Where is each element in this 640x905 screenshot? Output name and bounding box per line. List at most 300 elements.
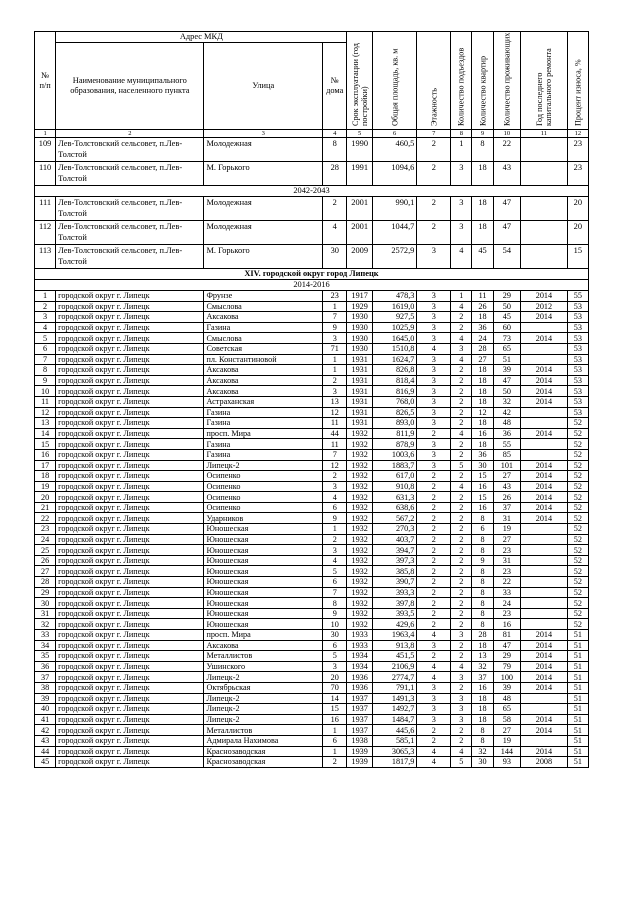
- cell-name: городской округ г. Липецк: [56, 428, 204, 439]
- cell-wear: 53: [567, 354, 588, 365]
- cell-wear: 53: [567, 301, 588, 312]
- cell-apts: 18: [472, 704, 493, 715]
- cell-res: 22: [493, 138, 521, 162]
- cell-house: 9: [323, 608, 347, 619]
- cell-year: 1932: [347, 608, 372, 619]
- cell-name: городской округ г. Липецк: [56, 661, 204, 672]
- cell-street: Краснозаводская: [204, 757, 323, 768]
- cell-name: городской округ г. Липецк: [56, 513, 204, 524]
- cell-wear: 51: [567, 704, 588, 715]
- cell-floors: 4: [417, 343, 451, 354]
- cell-entr: 2: [451, 725, 472, 736]
- cell-res: 36: [493, 428, 521, 439]
- cell-apts: 36: [472, 322, 493, 333]
- cell-apts: 28: [472, 630, 493, 641]
- cell-year: 1934: [347, 661, 372, 672]
- cell-area: 270,3: [372, 524, 416, 535]
- cell-res: 81: [493, 630, 521, 641]
- cell-repair: [521, 322, 568, 333]
- cell-wear: 52: [567, 619, 588, 630]
- cell-wear: 53: [567, 386, 588, 397]
- cell-street: Газина: [204, 418, 323, 429]
- table-body: [35, 138, 589, 768]
- cell-area: 3065,3: [372, 746, 416, 757]
- cell-repair: [521, 587, 568, 598]
- cell-apts: 32: [472, 746, 493, 757]
- cell-floors: 3: [417, 396, 451, 407]
- cell-house: 2: [323, 471, 347, 482]
- cell-house: 8: [323, 138, 347, 162]
- cell-year: 1931: [347, 418, 372, 429]
- cell-house: 44: [323, 428, 347, 439]
- housing-table: [34, 31, 589, 768]
- cell-name: городской округ г. Липецк: [56, 630, 204, 641]
- cell-repair: [521, 619, 568, 630]
- cell-no: 23: [35, 524, 56, 535]
- cell-house: 3: [323, 545, 347, 556]
- cell-apts: 28: [472, 343, 493, 354]
- cell-floors: 2: [417, 577, 451, 588]
- cell-res: 27: [493, 725, 521, 736]
- cell-no: 6: [35, 343, 56, 354]
- cell-res: 39: [493, 682, 521, 693]
- cell-house: 23: [323, 291, 347, 302]
- cell-res: 16: [493, 619, 521, 630]
- cell-house: 71: [323, 343, 347, 354]
- cell-floors: 3: [417, 312, 451, 323]
- cell-apts: 8: [472, 725, 493, 736]
- cell-entr: 2: [451, 312, 472, 323]
- cell-entr: 2: [451, 619, 472, 630]
- cell-entr: 3: [451, 630, 472, 641]
- cell-res: 43: [493, 162, 521, 186]
- cell-area: 1491,3: [372, 693, 416, 704]
- cell-name: городской округ г. Липецк: [56, 449, 204, 460]
- col-wear-header: Процент износа, %: [567, 32, 588, 130]
- cell-repair: 2014: [521, 640, 568, 651]
- cell-repair: [521, 449, 568, 460]
- cell-house: 5: [323, 651, 347, 662]
- cell-no: 110: [35, 162, 56, 186]
- cell-no: 11: [35, 396, 56, 407]
- cell-no: 3: [35, 312, 56, 323]
- cell-street: Осипенко: [204, 492, 323, 503]
- cell-street: Осипенко: [204, 481, 323, 492]
- cell-street: Юношеская: [204, 524, 323, 535]
- cell-entr: 5: [451, 757, 472, 768]
- col-area-header: Общая площадь, кв. м: [372, 32, 416, 130]
- cell-entr: 4: [451, 354, 472, 365]
- cell-name: городской округ г. Липецк: [56, 651, 204, 662]
- cell-year: 1937: [347, 693, 372, 704]
- table-row: [35, 630, 589, 641]
- column-numbers-row: [35, 130, 589, 138]
- cell-apts: 27: [472, 354, 493, 365]
- cell-name: городской округ г. Липецк: [56, 598, 204, 609]
- cell-repair: 2008: [521, 757, 568, 768]
- cell-area: 393,3: [372, 587, 416, 598]
- cell-street: Октябрьская: [204, 682, 323, 693]
- cell-apts: 11: [472, 291, 493, 302]
- cell-wear: 51: [567, 661, 588, 672]
- cell-res: 100: [493, 672, 521, 683]
- cell-year: 1917: [347, 291, 372, 302]
- cell-year: 1930: [347, 343, 372, 354]
- cell-floors: 2: [417, 162, 451, 186]
- cell-apts: 30: [472, 460, 493, 471]
- table-row: [35, 566, 589, 577]
- cell-entr: 2: [451, 640, 472, 651]
- cell-apts: 18: [472, 640, 493, 651]
- cell-house: 13: [323, 396, 347, 407]
- cell-no: 24: [35, 534, 56, 545]
- cell-year: 1936: [347, 682, 372, 693]
- cell-res: 47: [493, 197, 521, 221]
- cell-apts: 13: [472, 651, 493, 662]
- cell-repair: [521, 162, 568, 186]
- cell-repair: [521, 407, 568, 418]
- col-number: 1: [35, 130, 56, 138]
- cell-entr: 2: [451, 555, 472, 566]
- cell-year: 1932: [347, 439, 372, 450]
- cell-name: городской округ г. Липецк: [56, 640, 204, 651]
- cell-street: Газина: [204, 449, 323, 460]
- cell-res: 50: [493, 301, 521, 312]
- cell-entr: 3: [451, 672, 472, 683]
- cell-area: 826,5: [372, 407, 416, 418]
- cell-apts: 8: [472, 534, 493, 545]
- table-row: [35, 619, 589, 630]
- cell-res: 43: [493, 481, 521, 492]
- cell-repair: 2014: [521, 725, 568, 736]
- cell-street: Юношеская: [204, 619, 323, 630]
- cell-name: городской округ г. Липецк: [56, 725, 204, 736]
- cell-area: 445,6: [372, 725, 416, 736]
- cell-wear: 51: [567, 630, 588, 641]
- cell-wear: 52: [567, 502, 588, 513]
- cell-entr: 2: [451, 386, 472, 397]
- cell-year: 1991: [347, 162, 372, 186]
- cell-name: городской округ г. Липецк: [56, 757, 204, 768]
- cell-wear: 52: [567, 577, 588, 588]
- cell-repair: [521, 534, 568, 545]
- cell-repair: 2014: [521, 651, 568, 662]
- cell-no: 4: [35, 322, 56, 333]
- cell-res: 23: [493, 545, 521, 556]
- col-municipality-header: Наименование муниципального образования, населенного пункта: [56, 43, 204, 130]
- cell-street: Липецк-2: [204, 693, 323, 704]
- table-row: [35, 322, 589, 333]
- cell-floors: 3: [417, 682, 451, 693]
- cell-street: просп. Мира: [204, 630, 323, 641]
- cell-no: 41: [35, 714, 56, 725]
- cell-no: 111: [35, 197, 56, 221]
- cell-repair: 2014: [521, 396, 568, 407]
- cell-no: 27: [35, 566, 56, 577]
- cell-apts: 18: [472, 375, 493, 386]
- cell-area: 429,6: [372, 619, 416, 630]
- cell-wear: 15: [567, 245, 588, 269]
- cell-floors: 3: [417, 301, 451, 312]
- table-row: [35, 354, 589, 365]
- cell-wear: 51: [567, 651, 588, 662]
- cell-name: городской округ г. Липецк: [56, 746, 204, 757]
- cell-house: 12: [323, 407, 347, 418]
- cell-house: 6: [323, 502, 347, 513]
- cell-apts: 15: [472, 492, 493, 503]
- cell-year: 1931: [347, 386, 372, 397]
- cell-floors: 3: [417, 322, 451, 333]
- cell-no: 33: [35, 630, 56, 641]
- col-number: 7: [417, 130, 451, 138]
- cell-repair: [521, 343, 568, 354]
- cell-name: городской округ г. Липецк: [56, 396, 204, 407]
- cell-house: 2: [323, 197, 347, 221]
- cell-name: городской округ г. Липецк: [56, 714, 204, 725]
- cell-res: 29: [493, 651, 521, 662]
- col-apartments-header: Количество квартир: [472, 32, 493, 130]
- cell-area: 1492,7: [372, 704, 416, 715]
- cell-year: 1929: [347, 301, 372, 312]
- cell-floors: 3: [417, 365, 451, 376]
- cell-floors: 2: [417, 534, 451, 545]
- cell-floors: 2: [417, 608, 451, 619]
- cell-year: 1990: [347, 138, 372, 162]
- cell-no: 19: [35, 481, 56, 492]
- table-row: [35, 587, 589, 598]
- cell-house: 3: [323, 481, 347, 492]
- table-row: [35, 245, 589, 269]
- cell-floors: 3: [417, 714, 451, 725]
- cell-street: Металлистов: [204, 725, 323, 736]
- cell-no: 1: [35, 291, 56, 302]
- cell-res: 65: [493, 343, 521, 354]
- cell-name: городской округ г. Липецк: [56, 407, 204, 418]
- cell-no: 20: [35, 492, 56, 503]
- cell-no: 14: [35, 428, 56, 439]
- table-row: [35, 598, 589, 609]
- cell-area: 397,3: [372, 555, 416, 566]
- cell-floors: 2: [417, 481, 451, 492]
- cell-repair: 2014: [521, 471, 568, 482]
- cell-street: Металлистов: [204, 651, 323, 662]
- cell-apts: 18: [472, 396, 493, 407]
- cell-house: 12: [323, 460, 347, 471]
- cell-entr: 4: [451, 428, 472, 439]
- cell-res: 101: [493, 460, 521, 471]
- cell-no: 44: [35, 746, 56, 757]
- table-row: [35, 513, 589, 524]
- cell-repair: 2014: [521, 502, 568, 513]
- cell-house: 7: [323, 312, 347, 323]
- cell-street: Осипенко: [204, 502, 323, 513]
- cell-area: 1044,7: [372, 221, 416, 245]
- cell-area: 1619,0: [372, 301, 416, 312]
- cell-house: 15: [323, 704, 347, 715]
- table-row: [35, 386, 589, 397]
- cell-no: 37: [35, 672, 56, 683]
- col-number: 9: [472, 130, 493, 138]
- cell-area: 390,7: [372, 577, 416, 588]
- cell-entr: 2: [451, 566, 472, 577]
- cell-street: Аксакова: [204, 312, 323, 323]
- cell-name: Лев-Толстовский сельсовет, п.Лев-Толстой: [56, 197, 204, 221]
- cell-entr: 3: [451, 221, 472, 245]
- cell-street: Юношеская: [204, 587, 323, 598]
- cell-floors: 3: [417, 439, 451, 450]
- cell-name: городской округ г. Липецк: [56, 735, 204, 746]
- cell-repair: 2014: [521, 375, 568, 386]
- table-row: [35, 197, 589, 221]
- cell-entr: 2: [451, 418, 472, 429]
- period-heading: 2014-2016: [35, 280, 589, 291]
- cell-wear: 52: [567, 481, 588, 492]
- table-row: [35, 661, 589, 672]
- table-row: [35, 704, 589, 715]
- cell-apts: 9: [472, 555, 493, 566]
- cell-area: 617,0: [372, 471, 416, 482]
- cell-res: 47: [493, 640, 521, 651]
- cell-name: городской округ г. Липецк: [56, 312, 204, 323]
- cell-repair: 2014: [521, 291, 568, 302]
- cell-house: 11: [323, 418, 347, 429]
- cell-year: 1937: [347, 704, 372, 715]
- cell-year: 1932: [347, 587, 372, 598]
- cell-street: Аксакова: [204, 640, 323, 651]
- cell-area: 1624,7: [372, 354, 416, 365]
- cell-street: Адмирала Нахимова: [204, 735, 323, 746]
- cell-no: 8: [35, 365, 56, 376]
- cell-area: 893,0: [372, 418, 416, 429]
- cell-res: 23: [493, 566, 521, 577]
- cell-entr: 2: [451, 502, 472, 513]
- col-street-header: Улица: [204, 43, 323, 130]
- col-number: 12: [567, 130, 588, 138]
- cell-name: городской округ г. Липецк: [56, 333, 204, 344]
- cell-wear: 52: [567, 598, 588, 609]
- cell-apts: 8: [472, 566, 493, 577]
- cell-repair: [521, 354, 568, 365]
- cell-area: 385,8: [372, 566, 416, 577]
- cell-year: 1931: [347, 396, 372, 407]
- cell-name: городской округ г. Липецк: [56, 577, 204, 588]
- cell-entr: 3: [451, 162, 472, 186]
- cell-house: 1: [323, 301, 347, 312]
- cell-area: 394,7: [372, 545, 416, 556]
- cell-no: 18: [35, 471, 56, 482]
- cell-street: Юношеская: [204, 577, 323, 588]
- cell-street: Ушинского: [204, 661, 323, 672]
- cell-name: городской округ г. Липецк: [56, 375, 204, 386]
- cell-year: 2009: [347, 245, 372, 269]
- cell-house: 6: [323, 640, 347, 651]
- table-row: [35, 492, 589, 503]
- cell-area: 1484,7: [372, 714, 416, 725]
- cell-floors: 3: [417, 354, 451, 365]
- cell-entr: 2: [451, 407, 472, 418]
- cell-res: 39: [493, 365, 521, 376]
- cell-no: 30: [35, 598, 56, 609]
- cell-year: 1932: [347, 460, 372, 471]
- cell-year: 1932: [347, 481, 372, 492]
- cell-entr: 4: [451, 746, 472, 757]
- cell-street: Липецк-2: [204, 672, 323, 683]
- cell-wear: 53: [567, 333, 588, 344]
- cell-res: 55: [493, 439, 521, 450]
- col-number: 2: [56, 130, 204, 138]
- cell-year: 2001: [347, 221, 372, 245]
- cell-apts: 8: [472, 545, 493, 556]
- cell-name: городской округ г. Липецк: [56, 460, 204, 471]
- cell-name: городской округ г. Липецк: [56, 534, 204, 545]
- cell-repair: [521, 555, 568, 566]
- period-heading-row: [35, 186, 589, 197]
- col-repair-header: Год последнего капитального ремонта: [521, 32, 568, 130]
- cell-name: городской округ г. Липецк: [56, 343, 204, 354]
- cell-street: Юношеская: [204, 534, 323, 545]
- cell-floors: 2: [417, 138, 451, 162]
- cell-apts: 18: [472, 693, 493, 704]
- cell-wear: 51: [567, 746, 588, 757]
- cell-res: 27: [493, 471, 521, 482]
- cell-name: городской округ г. Липецк: [56, 291, 204, 302]
- cell-name: городской округ г. Липецк: [56, 418, 204, 429]
- cell-floors: 2: [417, 492, 451, 503]
- cell-floors: 2: [417, 428, 451, 439]
- cell-apts: 8: [472, 619, 493, 630]
- cell-entr: 1: [451, 138, 472, 162]
- cell-repair: [521, 439, 568, 450]
- cell-street: М. Горького: [204, 162, 323, 186]
- cell-wear: 53: [567, 322, 588, 333]
- cell-wear: 52: [567, 555, 588, 566]
- cell-area: 878,9: [372, 439, 416, 450]
- cell-name: городской округ г. Липецк: [56, 693, 204, 704]
- cell-repair: 2014: [521, 481, 568, 492]
- cell-year: 1939: [347, 746, 372, 757]
- cell-no: 39: [35, 693, 56, 704]
- cell-area: 811,9: [372, 428, 416, 439]
- cell-street: Юношеская: [204, 598, 323, 609]
- cell-year: 1930: [347, 322, 372, 333]
- cell-wear: 53: [567, 375, 588, 386]
- cell-house: 10: [323, 619, 347, 630]
- cell-year: 1939: [347, 757, 372, 768]
- cell-entr: 2: [451, 513, 472, 524]
- cell-floors: 2: [417, 545, 451, 556]
- cell-repair: 2014: [521, 746, 568, 757]
- cell-house: 7: [323, 587, 347, 598]
- cell-entr: 2: [451, 735, 472, 746]
- table-row: [35, 651, 589, 662]
- cell-wear: 51: [567, 725, 588, 736]
- cell-apts: 18: [472, 197, 493, 221]
- cell-street: пл. Константиновой: [204, 354, 323, 365]
- cell-entr: 2: [451, 577, 472, 588]
- cell-floors: 3: [417, 245, 451, 269]
- cell-name: городской округ г. Липецк: [56, 619, 204, 630]
- cell-res: 47: [493, 221, 521, 245]
- cell-floors: 4: [417, 757, 451, 768]
- cell-apts: 18: [472, 312, 493, 323]
- cell-no: 38: [35, 682, 56, 693]
- cell-no: 17: [35, 460, 56, 471]
- col-floors-header: Этажность: [417, 32, 451, 130]
- cell-street: Газина: [204, 407, 323, 418]
- col-number: 10: [493, 130, 521, 138]
- cell-repair: [521, 693, 568, 704]
- cell-street: Газина: [204, 439, 323, 450]
